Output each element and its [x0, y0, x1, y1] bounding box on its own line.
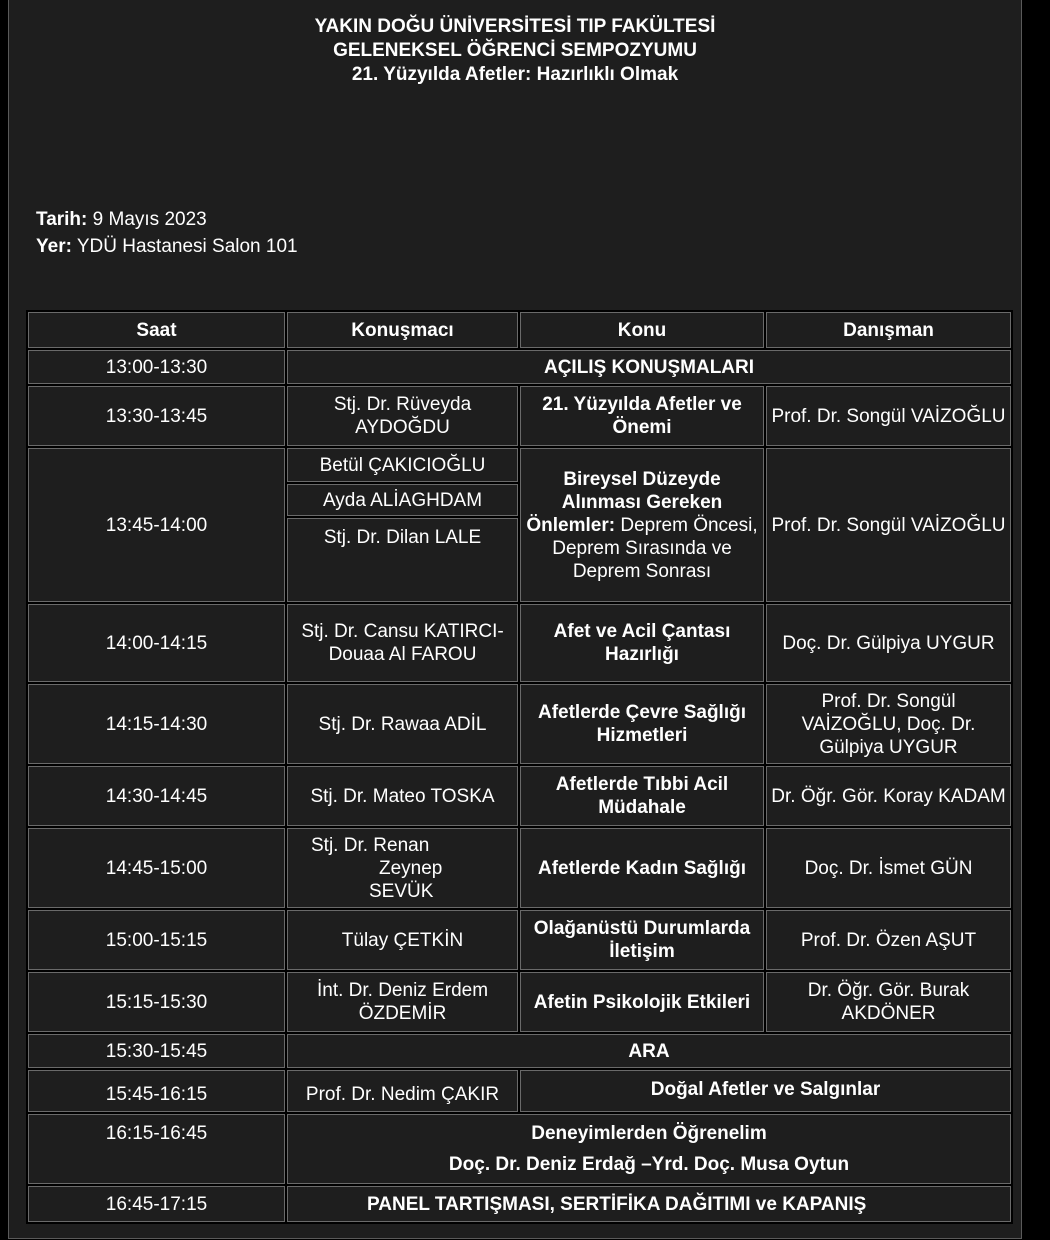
table-row: [27, 1033, 1012, 1069]
time-cell: 15:45-16:15: [27, 1069, 286, 1113]
session-title: PANEL TARTIŞMASI, SERTİFİKA DAĞITIMI ve KAPANIŞ: [286, 1185, 1012, 1223]
session-title: ARA: [286, 1033, 1012, 1069]
speaker-cell: Tülay ÇETKİN: [286, 909, 519, 971]
table-row: [27, 827, 1012, 909]
table-row: [27, 765, 1012, 827]
table-row: [27, 1069, 1012, 1113]
speaker-cell: Stj. Dr. Rawaa ADİL: [286, 683, 519, 765]
topic-cell: Afetlerde Tıbbi Acil Müdahale: [519, 765, 765, 827]
topic-cell: Afet ve Acil Çantası Hazırlığı: [519, 603, 765, 683]
session-title: AÇILIŞ KONUŞMALARI: [286, 349, 1012, 385]
time-cell: 16:45-17:15: [27, 1185, 286, 1223]
time-cell: 14:15-14:30: [27, 683, 286, 765]
event-date: Tarih: 9 Mayıs 2023: [36, 209, 207, 230]
topic-cell: 21. Yüzyılda Afetler ve Önemi: [519, 385, 765, 447]
advisor-cell: Doç. Dr. Gülpiya UYGUR: [765, 603, 1012, 683]
program-table: [26, 310, 1013, 1224]
advisor-cell: Prof. Dr. Songül VAİZOĞLU, Doç. Dr. Gülpiya UYGUR: [765, 683, 1012, 765]
advisor-cell: Dr. Öğr. Gör. Burak AKDÖNER: [765, 971, 1012, 1033]
speaker-cell: İnt. Dr. Deniz Erdem ÖZDEMİR: [286, 971, 519, 1033]
time-cell: 13:45-14:00: [27, 447, 286, 603]
advisor-cell: Prof. Dr. Özen AŞUT: [765, 909, 1012, 971]
topic-cell: Doğal Afetler ve Salgınlar: [519, 1069, 1012, 1113]
topic-cell: Olağanüstü Durumlarda İletişim: [519, 909, 765, 971]
table-row: [27, 349, 1012, 385]
header-topic: Konu: [519, 311, 765, 349]
advisor-cell: Doç. Dr. İsmet GÜN: [765, 827, 1012, 909]
table-row: [27, 683, 1012, 765]
table-row: [27, 971, 1012, 1033]
time-cell: 14:45-15:00: [27, 827, 286, 909]
table-row: [27, 1113, 1012, 1185]
table-row: [27, 603, 1012, 683]
speaker-cell: Stj. Dr. Dilan LALE: [286, 517, 519, 603]
header-time: Saat: [27, 311, 286, 349]
time-cell: 16:15-16:45: [27, 1113, 286, 1185]
faculty-title: YAKIN DOĞU ÜNİVERSİTESİ TIP FAKÜLTESİ: [314, 16, 716, 37]
speaker-cell: Ayda ALİAGHDAM: [286, 483, 519, 517]
speaker-cell: Prof. Dr. Nedim ÇAKIR: [286, 1069, 519, 1113]
table-header-row: [27, 311, 1012, 349]
speaker-cell: Stj. Dr. Cansu KATIRCI- Douaa Al FAROU: [286, 603, 519, 683]
time-cell: 13:30-13:45: [27, 385, 286, 447]
topic-cell: Afetlerde Kadın Sağlığı: [519, 827, 765, 909]
table-row: [27, 447, 1012, 483]
table-row: [27, 909, 1012, 971]
time-cell: 15:15-15:30: [27, 971, 286, 1033]
advisor-cell: Prof. Dr. Songül VAİZOĞLU: [765, 385, 1012, 447]
header-advisor: Danışman: [765, 311, 1012, 349]
speaker-cell: Stj. Dr. Rüveyda AYDOĞDU: [286, 385, 519, 447]
document-page: [8, 0, 1022, 1239]
speaker-cell: Stj. Dr. Mateo TOSKA: [286, 765, 519, 827]
topic-cell: Bireysel Düzeyde Alınması Gereken Önlemler: Deprem Öncesi, Deprem Sırasında ve Deprem Sonrası: [519, 447, 765, 603]
symposium-theme: 21. Yüzyılda Afetler: Hazırlıklı Olmak: [351, 64, 679, 85]
time-cell: 15:00-15:15: [27, 909, 286, 971]
time-cell: 14:00-14:15: [27, 603, 286, 683]
event-meta: [36, 206, 298, 260]
advisor-cell: Dr. Öğr. Gör. Koray KADAM: [765, 765, 1012, 827]
speaker-cell: Stj. Dr. Renan Zeynep SEVÜK: [286, 827, 519, 909]
table-row: [27, 385, 1012, 447]
advisor-cell: Prof. Dr. Songül VAİZOĞLU: [765, 447, 1012, 603]
document-header: [9, 15, 1021, 87]
time-cell: 13:00-13:30: [27, 349, 286, 385]
header-speaker: Konuşmacı: [286, 311, 519, 349]
event-place: Yer: YDÜ Hastanesi Salon 101: [36, 236, 298, 257]
topic-cell: Afetin Psikolojik Etkileri: [519, 971, 765, 1033]
speaker-cell: Betül ÇAKICIOĞLU: [286, 447, 519, 483]
time-cell: 15:30-15:45: [27, 1033, 286, 1069]
session-title: Deneyimlerden Öğrenelim Doç. Dr. Deniz Erdağ –Yrd. Doç. Musa Oytun: [286, 1113, 1012, 1185]
time-cell: 14:30-14:45: [27, 765, 286, 827]
table-row: [27, 1185, 1012, 1223]
symposium-title: GELENEKSEL ÖĞRENCİ SEMPOZYUMU: [333, 40, 697, 61]
window-edge: [1024, 0, 1050, 1240]
topic-cell: Afetlerde Çevre Sağlığı Hizmetleri: [519, 683, 765, 765]
